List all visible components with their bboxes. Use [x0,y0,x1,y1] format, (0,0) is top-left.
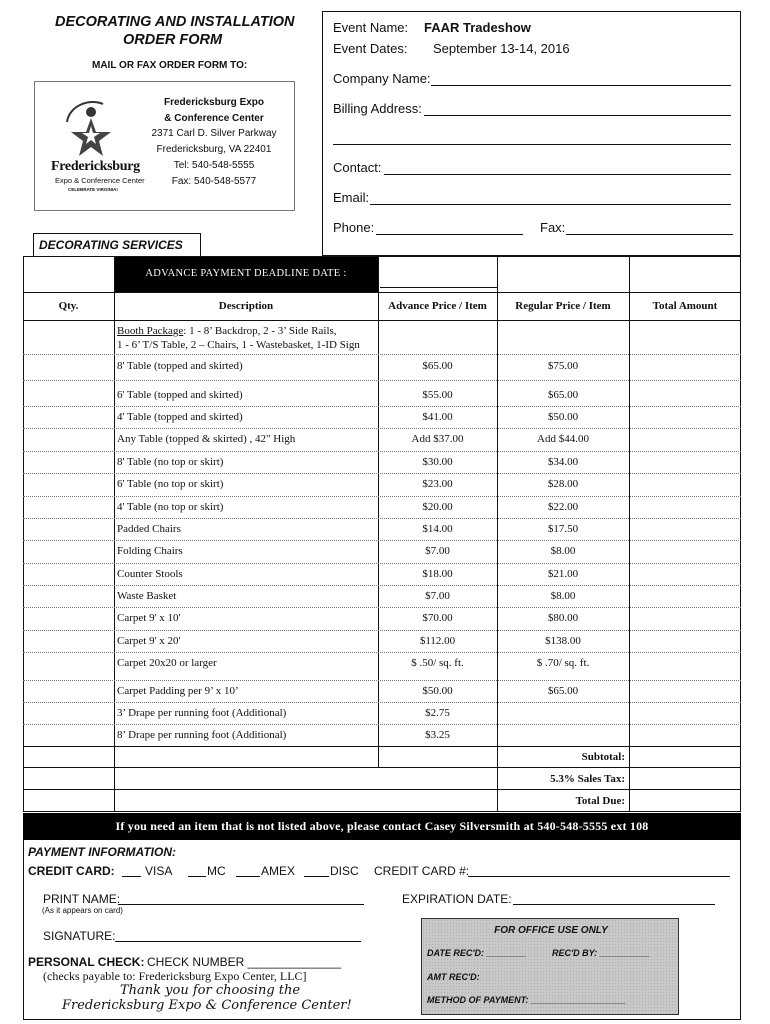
signature-field[interactable] [115,941,361,942]
contact-banner: If you need an item that is not listed above, please contact Casey Silversmith at 540-548-5555 ext 108 [23,813,741,840]
item-adv: $30.00 [422,456,453,468]
visa-checkbox[interactable] [122,876,141,877]
item-desc: 6' Table (topped and skirted) [117,389,243,401]
fax-field[interactable] [566,234,733,235]
col-line-4 [629,256,630,812]
row-sep [23,702,741,703]
row-sep [23,380,741,381]
row-sep [23,630,741,631]
mc-checkbox[interactable] [188,876,206,877]
row-sep-solid [23,746,741,747]
row-sep [23,563,741,564]
header-regular-price: Regular Price / Item [515,300,611,312]
item-reg: $28.00 [547,478,579,490]
item-adv: $41.00 [422,411,453,423]
item-desc: Carpet 20x20 or larger [117,657,217,669]
address-line-3: 2371 Carl D. Silver Parkway [151,128,277,139]
item-adv: $23.00 [422,478,453,490]
item-desc: 8' Table (topped and skirted) [117,360,243,372]
item-reg: $ .70/ sq. ft. [536,657,590,669]
event-dates-value: September 13-14, 2016 [433,41,570,56]
address-tel: Tel: 540-548-5555 [173,160,255,171]
item-desc: Any Table (topped & skirted) , 42" High [117,433,296,445]
billing-address-label: Billing Address: [333,101,422,116]
item-adv: Add $37.00 [411,433,464,445]
row-sep [23,540,741,541]
email-label: Email: [333,190,370,205]
logo-wordmark: Fredericksburg [51,159,140,174]
item-desc: 8’ Drape per running foot (Additional) [117,729,287,741]
row-sep [23,406,741,407]
section-title-decorating: DECORATING SERVICES [33,233,201,256]
item-desc: 8' Table (no top or skirt) [117,456,224,468]
expiration-field[interactable] [513,904,715,905]
item-desc: Padded Chairs [117,523,181,535]
item-desc: Folding Chairs [117,545,183,557]
item-desc: Waste Basket [117,590,177,602]
totals-sep-2 [23,789,741,790]
item-reg: $50.00 [547,411,579,423]
item-adv: $14.00 [422,523,453,535]
signature-label: SIGNATURE: [43,929,116,943]
item-reg: $138.00 [545,635,581,647]
sales-tax-label: 5.3% Sales Tax: [550,773,625,785]
item-reg: $21.00 [547,568,579,580]
item-desc: Counter Stools [117,568,183,580]
disc-label: DISC [330,864,359,878]
row-sep [23,496,741,497]
row-sep [23,652,741,653]
form-title-line2: ORDER FORM [123,32,223,48]
recd-by-field[interactable]: REC'D BY: __________ [552,948,650,958]
email-field[interactable] [370,204,731,205]
row-sep [23,518,741,519]
item-desc: Carpet Padding per 9’ x 10’ [117,685,239,697]
totals-sep-1 [23,767,741,768]
check-number-label[interactable]: CHECK NUMBER ______________ [147,955,342,969]
logo-tagline: CELEBRATE VIRGINIA! [68,187,118,192]
item-adv: $3.25 [425,729,450,741]
col-line-1-top [114,256,115,292]
address-line-4: Fredericksburg, VA 22401 [156,144,272,155]
row-sep [23,354,741,355]
date-recd-field[interactable]: DATE REC'D: ________ [427,948,527,958]
company-name-field[interactable] [431,85,731,86]
col-line-1 [114,292,115,812]
item-reg: $8.00 [550,590,576,602]
item-reg: $17.50 [547,523,579,535]
total-due-label: Total Due: [575,795,625,807]
mc-label: MC [207,864,226,878]
expiration-label: EXPIRATION DATE: [402,892,512,906]
event-name-label: Event Name: [333,20,409,35]
item-reg: $80.00 [547,612,579,624]
row-sep [23,680,741,681]
credit-card-label: CREDIT CARD: [28,864,115,878]
item-adv: $20.00 [422,501,453,513]
item-reg: $65.00 [547,389,579,401]
disc-checkbox[interactable] [304,876,329,877]
item-reg: Add $44.00 [537,433,589,445]
expo-star-logo-icon [55,96,125,160]
item-reg: $75.00 [547,360,579,372]
amex-label: AMEX [261,864,296,878]
cc-number-field[interactable] [468,876,730,877]
item-adv: $50.00 [422,685,453,697]
header-bottom-line [23,320,741,321]
advance-deadline-banner: ADVANCE PAYMENT DEADLINE DATE : [114,257,378,292]
subtotal-label: Subtotal: [581,751,625,763]
as-appears-note: (As it appears on card) [42,906,123,915]
cc-number-label: CREDIT CARD #: [374,864,470,878]
header-top-line [23,292,741,293]
amex-checkbox[interactable] [236,876,260,877]
logo-subtitle: Expo & Conference Center [55,176,145,185]
item-adv: $2.75 [425,707,450,719]
fax-label: Fax: [540,220,566,235]
event-dates-label: Event Dates: [333,41,408,56]
header-total-amount: Total Amount [652,300,718,312]
phone-field[interactable] [376,234,523,235]
row-sep [23,585,741,586]
address-line-1: Fredericksburg Expo [163,97,265,108]
row-sep [23,724,741,725]
item-desc: 3’ Drape per running foot (Additional) [117,707,287,719]
print-name-label: PRINT NAME: [43,892,121,906]
checks-payable-note: (checks payable to: Fredericksburg Expo Center, LLC] [43,969,307,983]
deadline-underline [380,287,497,288]
row-sep [23,451,741,452]
item-adv: $55.00 [422,389,453,401]
item-desc: 4' Table (no top or skirt) [117,501,224,513]
payment-heading: PAYMENT INFORMATION: [28,845,176,859]
item-desc: Carpet 9' x 10' [117,612,181,624]
item-adv: $7.00 [425,545,450,557]
item-adv: $18.00 [422,568,453,580]
item-desc: 6' Table (no top or skirt) [117,478,224,490]
address-fax: Fax: 540-548-5577 [171,176,257,187]
item-adv: $70.00 [422,612,453,624]
header-description: Description [218,300,274,312]
billing-address-field-2[interactable] [333,144,731,145]
company-name-label: Company Name: [333,71,431,86]
item-adv: $7.00 [425,590,450,602]
item-adv: $112.00 [419,635,456,647]
header-qty: Qty. [58,300,79,312]
mail-fax-label: MAIL OR FAX ORDER FORM TO: [92,60,248,71]
office-use-box [421,918,679,1015]
item-reg: $65.00 [547,685,579,697]
amt-recd-field[interactable]: AMT REC'D: [427,972,480,982]
contact-label: Contact: [333,160,382,175]
booth-package-line2: 1 - 6’ T/S Table, 2 – Chairs, 1 - Wastebasket, 1-ID Sign [117,339,360,351]
form-title-line1: DECORATING AND INSTALLATION [55,14,295,30]
personal-check-label: PERSONAL CHECK: [28,955,145,969]
visa-label: VISA [145,864,173,878]
header-advance-price: Advance Price / Item [388,300,487,312]
item-reg: $22.00 [547,501,579,513]
item-adv: $ .50/ sq. ft. [411,657,464,669]
billing-address-field[interactable] [424,115,731,116]
address-box [34,81,295,211]
row-sep [23,473,741,474]
event-name-value: FAAR Tradeshow [424,20,531,35]
print-name-field[interactable] [118,904,364,905]
office-use-title: FOR OFFICE USE ONLY [494,925,608,936]
item-reg: $34.00 [547,456,579,468]
address-line-2: & Conference Center [164,113,264,124]
item-desc: Carpet 9' x 20' [117,635,181,647]
thank-you-line2: Fredericksburg Expo & Conference Center! [62,998,352,1013]
item-reg: $8.00 [550,545,576,557]
phone-label: Phone: [333,220,375,235]
contact-field[interactable] [384,174,731,175]
item-adv: $65.00 [422,360,453,372]
item-desc: 4' Table (topped and skirted) [117,411,243,423]
method-of-payment-field[interactable]: METHOD OF PAYMENT: ___________________ [427,995,627,1005]
row-sep [23,428,741,429]
thank-you-line1: Thank you for choosing the [120,983,301,998]
booth-package-line1: Booth Package: 1 - 8’ Backdrop, 2 - 3’ Side Rails, [117,325,337,337]
row-sep [23,607,741,608]
